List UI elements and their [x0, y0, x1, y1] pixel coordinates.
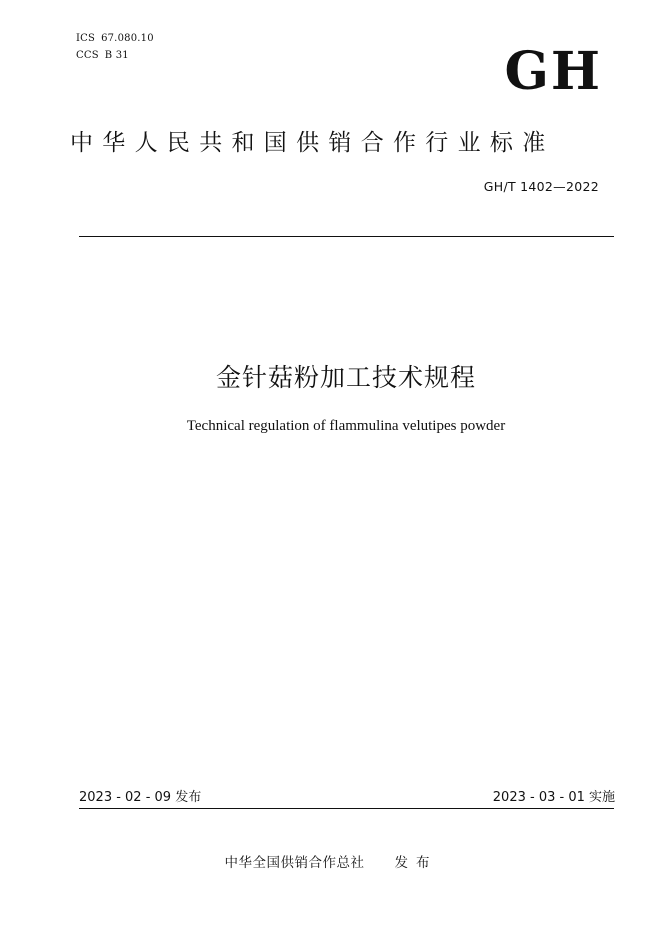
ics-classification — [76, 33, 154, 45]
ccs-code: B 31 — [104, 50, 129, 61]
issue-date: 2023 - 02 - 09 发布 — [79, 790, 202, 805]
gh-standard-logo: GH — [504, 41, 602, 102]
publisher-name: 中华全国供销合作总社 — [224, 855, 365, 871]
header-divider — [79, 236, 614, 237]
ics-label: ICS — [76, 33, 96, 44]
ccs-classification — [76, 50, 129, 62]
ics-code: 67.080.10 — [101, 33, 154, 44]
publisher-line — [0, 854, 662, 872]
implementation-date: 2023 - 03 - 01 实施 — [492, 790, 615, 805]
ccs-label: CCS — [76, 50, 99, 61]
standard-category-title: 中华人民共和国供销合作行业标准 — [70, 130, 555, 156]
document-title-english: Technical regulation of flammulina velutipes powder — [186, 418, 506, 434]
footer-divider — [79, 808, 614, 809]
document-title-chinese: 金针菇粉加工技术规程 — [215, 363, 476, 392]
standard-number: GH/T 1402—2022 — [483, 179, 599, 194]
publisher-action: 发布 — [394, 855, 438, 871]
